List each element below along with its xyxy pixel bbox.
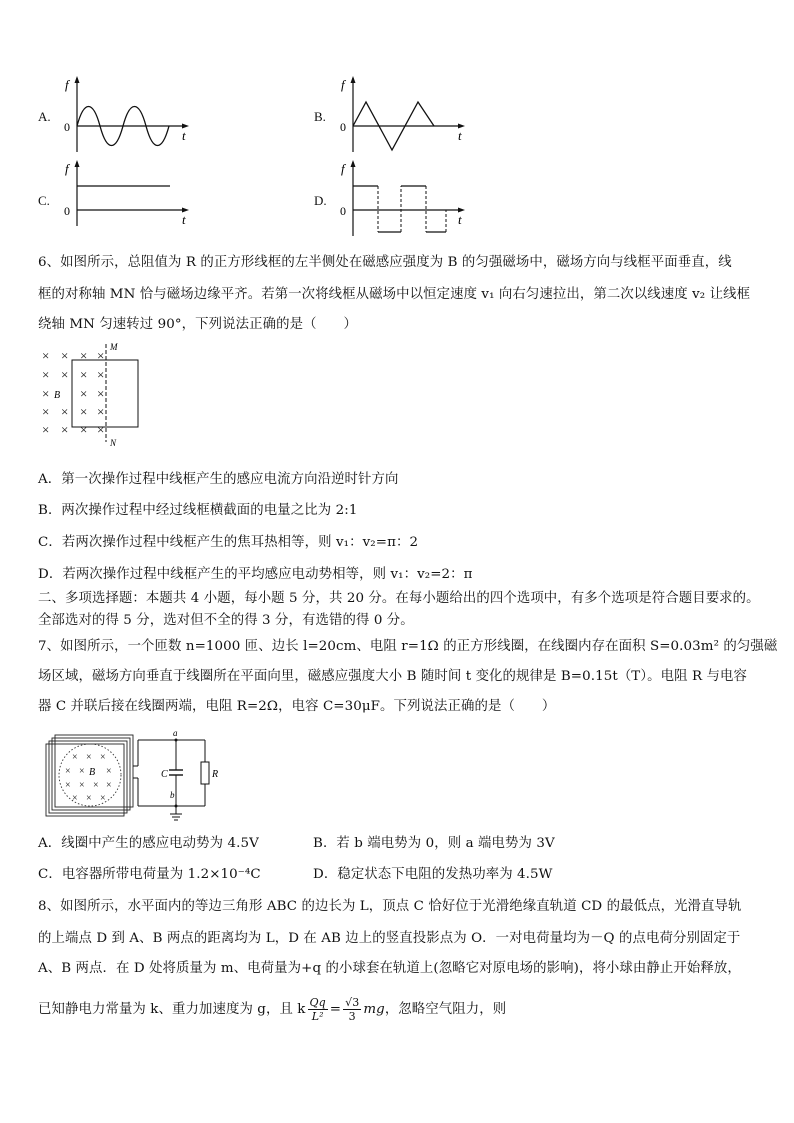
svg-text:×: × (72, 752, 78, 763)
axis-t: t (182, 128, 186, 143)
svg-text:×: × (106, 766, 112, 777)
axis-t: t (458, 212, 462, 227)
q6-option-d[interactable]: D．若两次操作过程中线框产生的平均感应电动势相等，则 v₁：v₂=2：π (38, 567, 473, 582)
q6-option-a[interactable]: A．第一次操作过程中线框产生的感应电流方向沿逆时针方向 (38, 472, 399, 487)
label-b-node: b (170, 790, 175, 800)
svg-text:×: × (80, 422, 88, 437)
svg-text:×: × (61, 348, 69, 363)
svg-text:×: × (100, 793, 106, 804)
q6-stem-line2: 框的对称轴 MN 恰与磁场边缘平齐。若第一次将线框从磁场中以恒定速度 v₁ 向右匀速拉出，第二次以线速度 v₂ 让线框 (38, 287, 751, 302)
equals-sign: = (329, 1002, 342, 1017)
svg-text:×: × (42, 348, 50, 363)
q7-stem-line2: 场区域，磁场方向垂直于线圈所在平面向里，磁感应强度大小 B 随时间 t 变化的规律是 B=0.15t（T）。电阻 R 与电容 (38, 669, 747, 684)
graph-d-square-wave (334, 158, 474, 238)
svg-text:×: × (42, 404, 50, 419)
q7-option-d[interactable]: D．稳定状态下电阻的发热功率为 4.5W (313, 867, 553, 882)
fraction-qq-over-l2: $\frac{Qq}{\text{L²}}$ (309, 996, 326, 1023)
q8-stem-line4 (38, 996, 506, 1023)
q7-stem-line1: 7、如图所示，一个匝数 n=1000 匝、边长 l=20cm、电阻 r=1Ω 的正方形线圈，在线圈内存在面积 S=0.03m² 的匀强磁 (38, 639, 778, 654)
graph-c-constant (58, 158, 198, 228)
graph-b-triangle (334, 74, 474, 154)
q8-stem-line3: A、B 两点．在 D 处将质量为 m、电荷量为+q 的小球套在轨道上(忽略它对原电场的影响)，将小球由静止开始释放， (38, 961, 741, 976)
svg-text:×: × (97, 348, 105, 363)
svg-text:×: × (42, 367, 50, 382)
svg-text:×: × (80, 404, 88, 419)
svg-text:×: × (79, 766, 85, 777)
option-a-label: A. (38, 109, 51, 124)
svg-text:×: × (42, 422, 50, 437)
svg-text:×: × (97, 367, 105, 382)
axis-zero: 0 (64, 204, 70, 218)
label-c: C (161, 769, 168, 780)
axis-f: f (65, 161, 69, 176)
q6-option-b[interactable]: B．两次操作过程中经过线框横截面的电量之比为 2:1 (38, 503, 358, 518)
svg-text:×: × (93, 780, 99, 791)
q7-stem-line3: 器 C 并联后接在线圈两端，电阻 R=2Ω，电容 C=30μF。下列说法正确的是（ ） (38, 699, 556, 714)
axis-f: f (341, 77, 345, 92)
svg-text:×: × (61, 367, 69, 382)
option-c-label: C. (38, 193, 50, 208)
q8-line4-pre: 已知静电力常量为 k、重力加速度为 g，且 k (38, 1002, 306, 1017)
q8-stem-line2: 的上端点 D 到 A、B 两点的距离均为 L，D 在 AB 边上的竖直投影点为 O．一对电荷量均为－Q 的点电荷分别固定于 (38, 931, 741, 946)
axis-f: f (341, 161, 345, 176)
label-b: B (54, 390, 61, 401)
svg-text:×: × (80, 367, 88, 382)
q7-circuit-figure (40, 726, 240, 831)
svg-text:×: × (79, 780, 85, 791)
label-a: a (173, 728, 178, 738)
svg-text:×: × (80, 348, 88, 363)
q7-option-a[interactable]: A．线圈中产生的感应电动势为 4.5V (38, 836, 259, 851)
svg-text:×: × (42, 386, 50, 401)
label-r: R (212, 769, 219, 780)
q6-figure (40, 340, 160, 448)
q6-option-c[interactable]: C．若两次操作过程中线框产生的焦耳热相等，则 v₁：v₂=π：2 (38, 535, 419, 550)
section2-line1: 二、多项选择题：本题共 4 小题，每小题 5 分，共 20 分。在每小题给出的四个选项中，有多个选项是符合题目要求的。 (38, 591, 760, 606)
svg-text:×: × (106, 780, 112, 791)
q8-line4-post: ，忽略空气阻力，则 (384, 1002, 507, 1017)
label-n: N (110, 438, 117, 448)
q6-stem-line3: 绕轴 MN 匀速转过 90°，下列说法正确的是（ ） (38, 317, 358, 332)
svg-text:×: × (86, 793, 92, 804)
q7-option-c[interactable]: C．电容器所带电荷量为 1.2×10⁻⁴C (38, 867, 261, 882)
axis-zero: 0 (340, 204, 346, 218)
svg-text:×: × (72, 793, 78, 804)
svg-text:×: × (65, 780, 71, 791)
svg-text:×: × (80, 386, 88, 401)
q8-stem-line1: 8、如图所示，水平面内的等边三角形 ABC 的边长为 L，顶点 C 恰好位于光滑绝缘直轨道 CD 的最低点，光滑直导轨 (38, 899, 742, 914)
axis-t: t (458, 128, 462, 143)
label-m: M (110, 342, 118, 352)
option-d-label: D. (314, 193, 327, 208)
svg-text:×: × (65, 766, 71, 777)
svg-text:×: × (97, 404, 105, 419)
fraction-sqrt3-over-3: $\frac{√3}{3}$ (345, 996, 360, 1023)
svg-text:×: × (86, 752, 92, 763)
label-b-field: B (89, 767, 96, 778)
graph-a-sine (58, 74, 198, 154)
axis-zero: 0 (64, 120, 70, 134)
svg-text:×: × (61, 404, 69, 419)
axis-zero: 0 (340, 120, 346, 134)
svg-text:×: × (97, 386, 105, 401)
svg-text:×: × (100, 752, 106, 763)
option-b-label: B. (314, 109, 326, 124)
axis-t: t (182, 212, 186, 227)
q6-stem-line1: 6、如图所示，总阻值为 R 的正方形线框的左半侧处在磁感应强度为 B 的匀强磁场中，磁场方向与线框平面垂直，线 (38, 255, 732, 270)
axis-f: f (65, 77, 69, 92)
mg-term: mg (363, 1002, 385, 1017)
section2-line2: 全部选对的得 5 分，选对但不全的得 3 分，有选错的得 0 分。 (38, 613, 414, 628)
svg-text:×: × (97, 422, 105, 437)
svg-text:×: × (61, 422, 69, 437)
q7-option-b[interactable]: B．若 b 端电势为 0，则 a 端电势为 3V (313, 836, 555, 851)
